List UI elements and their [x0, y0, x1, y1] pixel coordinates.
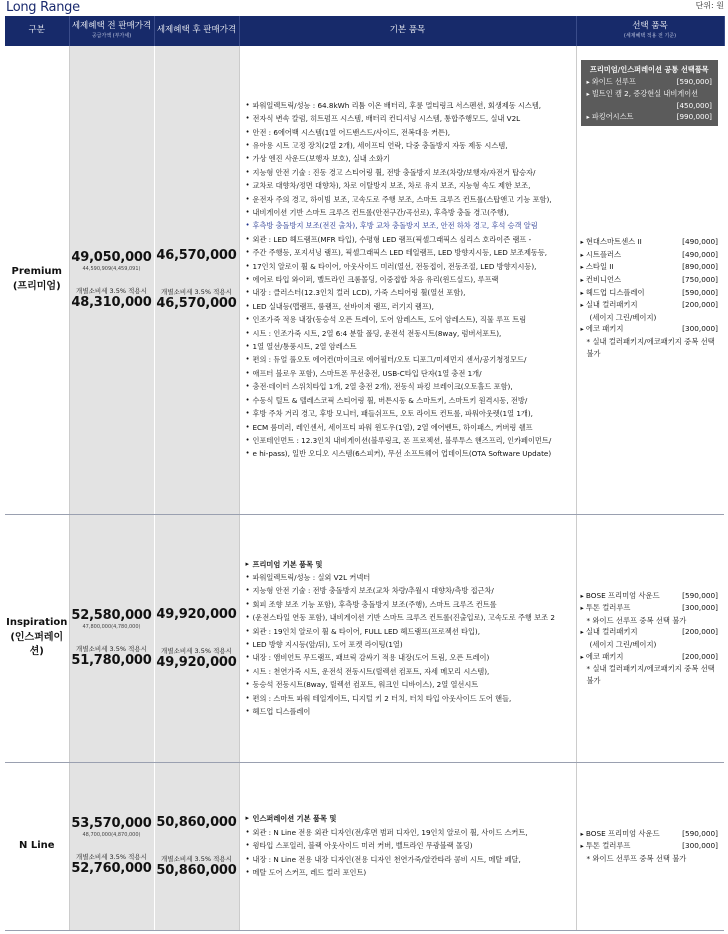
header-price-before-sub: 공급가액 (부가세)	[91, 33, 132, 39]
list-item: • 인포테인먼트 : 12.3인치 내비게이션(블루링크, 폰 프로젝션, 블루투스 핸즈프리, 인카페이먼트/	[246, 434, 570, 447]
table-row-premium	[5, 46, 724, 514]
list-item: • 유아용 시트 고정 장치(2열 2개), 세이프티 언락, 다중 충돌방지 자동 제동 시스템,	[246, 139, 570, 152]
list-item: • 안전 : 6에어백 시스템(1열 어드밴스드/사이드, 전복대응 커튼),	[246, 126, 570, 139]
price-before-cell	[69, 762, 154, 930]
option-item: ▸ 컨비니언스 [750,000]	[581, 274, 719, 287]
option-note: * 실내 컬러패키지/에코패키지 중복 선택 불가	[586, 664, 715, 685]
option-item-cont: (세이지 그린/베이지)	[589, 640, 657, 649]
list-item: • 에어로 타입 와이퍼, 벨트라인 크롬몰딩, 이중접합 차음 유리(윈드실드), 루프랙	[246, 273, 570, 286]
trim-name: Premium	[11, 266, 62, 278]
list-item: • 편의 : 스마트 파워 테일게이트, 디지털 키 2 터치, 터치 타입 아웃사이드 도어 핸들,	[246, 692, 570, 705]
price-before: 52,580,000	[71, 608, 152, 623]
option-item-price: [450,000]	[676, 101, 712, 111]
basic-items-cell	[239, 46, 576, 514]
list-item: • 헤드업 디스플레이	[246, 705, 570, 718]
price-before-supply: 48,700,000(4,870,000)	[82, 832, 141, 838]
tax-label: 개별소비세 3.5% 적용시	[161, 854, 232, 863]
list-item: • 17인치 알로이 휠 & 타이어, 아웃사이드 미러(열선, 전동접이, 전동조절, LED 방향지시등),	[246, 260, 570, 273]
common-options-box	[581, 60, 719, 126]
list-item: • 내장 : 클러스터(12.3인치 컬러 LCD), 가죽 스티어링 휠(열선 포함),	[246, 286, 570, 299]
list-item: • 후측방 충돌방지 보조(전진 출차), 후방 교차 충돌방지 보조, 안전 하차 경고, 후석 승객 알림	[246, 219, 570, 232]
basic-items-list	[246, 99, 570, 461]
header-price-before	[69, 16, 154, 46]
trim-cell	[5, 46, 69, 514]
list-item: • 애프터 블로우 포함), 스마트폰 무선충전, USB-C타입 단자(1열 충전 1개/	[246, 367, 570, 380]
header-options-sub: (세제혜택 적용 전 기준)	[623, 33, 677, 39]
price-before-cell	[69, 46, 154, 514]
table-row-nline	[5, 762, 724, 930]
list-item: • LED 방향 지시등(앞/뒤), 도어 포켓 라이팅(1열)	[246, 638, 570, 651]
trim-cell	[5, 762, 69, 930]
list-item: • 인조가죽 적용 내장(동승석 오픈 트레이, 도어 암레스트, 도어 암레스트), 직물 루프 트림	[246, 313, 570, 326]
option-item: ▸ 스타일 II [890,000]	[581, 261, 719, 274]
header-basic-items: 기본 품목	[239, 16, 576, 46]
option-item: ▸ 투톤 컬러루프 [300,000]	[581, 840, 719, 853]
list-item: • 교차로 대향차/정면 대향차), 차로 이탈방지 보조, 차로 유지 보조, 지능형 속도 제한 보조,	[246, 179, 570, 192]
option-item: ▸ 투톤 컬러루프 [300,000]	[581, 602, 719, 615]
list-item: • 수동식 틸트 & 텔레스코픽 스티어링 휠, 버튼시동 & 스마트키, 스마트키 원격시동, 전방/	[246, 394, 570, 407]
list-item: • 내비게이션 기반 스마트 크루즈 컨트롤(안전구간/곡선로), 후측방 충돌 경고(주행),	[246, 206, 570, 219]
basic-items-cell	[239, 762, 576, 930]
option-note: * 와이드 선루프 중복 선택 불가	[586, 853, 687, 863]
option-item: ▸ 에코 패키지 [300,000]	[581, 323, 719, 336]
tax-label: 개별소비세 3.5% 적용시	[161, 646, 232, 655]
price-after: 49,920,000	[156, 606, 237, 622]
basic-items-cell	[239, 514, 576, 762]
price-after-tax: 46,570,000	[156, 296, 237, 312]
tax-label: 개별소비세 3.5% 적용시	[76, 853, 147, 861]
option-item: ▸ 현대스마트센스 II [490,000]	[581, 236, 719, 249]
price-after-cell	[154, 46, 239, 514]
list-item: • 시트 : 인조가죽 시트, 2열 6:4 분할 폴딩, 운전석 전동시트(8way, 럼버서포트),	[246, 327, 570, 340]
trim-name-ko: (인스퍼레이션)	[10, 631, 64, 658]
option-note: * 와이드 선루프 중복 선택 불가	[586, 615, 687, 625]
page-title: Long Range	[6, 0, 80, 15]
list-item: • 외관 : N Line 전용 외관 디자인(전/후면 범퍼 디자인, 19인치 알로이 휠, 사이드 스커트,	[246, 826, 570, 839]
price-before-tax: 48,310,000	[71, 294, 152, 310]
basic-items-list	[246, 558, 570, 719]
price-before-tax: 51,780,000	[71, 653, 152, 668]
header-price-after: 세제혜택 후 판매가격	[154, 16, 239, 46]
price-after: 46,570,000	[156, 248, 237, 264]
options-cell	[576, 46, 724, 514]
price-before-supply: 47,800,000(4,780,000)	[82, 624, 141, 630]
price-after: 50,860,000	[156, 814, 237, 830]
header-options	[576, 16, 724, 46]
header-trim: 구분	[5, 16, 69, 46]
list-item: • 운전자 주의 경고, 하이빔 보조, 고속도로 주행 보조, 스마트 크루즈 컨트롤(스탑앤고 기능 포함),	[246, 193, 570, 206]
list-item: • 동승석 전동시트(8way, 릴렉션 컴포트, 워크인 디바이스), 2열 열선시트	[246, 678, 570, 691]
list-item: • 외관 : 19인치 알로이 휠 & 타이어, FULL LED 헤드램프(프로젝션 타입),	[246, 625, 570, 638]
list-item: • 윙타입 스포일러, 블랙 아웃사이드 미러 커버, 벨트라인 무광블랙 몰딩)	[246, 839, 570, 852]
option-item: ▸ BOSE 프리미엄 사운드 [590,000]	[581, 590, 719, 603]
option-item-cont: (세이지 그린/베이지)	[589, 312, 657, 322]
common-options-title: 프리미엄/인스퍼레이션 공통 선택품목	[589, 65, 709, 75]
list-item: ▸ 프리미엄 기본 품목 및	[246, 558, 570, 571]
list-item: • 내장 : 앰비언트 무드램프, 패브릭 감싸기 적용 내장(도어 트림, 오픈 트레이)	[246, 651, 570, 664]
tax-label: 개별소비세 3.5% 적용시	[76, 286, 147, 295]
price-spec-table	[5, 16, 725, 931]
list-item: • 전자식 변속 칼럼, 히트펌프 시스템, 배터리 컨디셔닝 시스템, 통합주행모드, 실내 V2L	[246, 112, 570, 125]
list-item: • 가상 엔진 사운드(보행자 보호), 실내 소화기	[246, 152, 570, 165]
list-item: • 주간 주행등, 포지셔닝 램프), 픽셀그래픽스 LED 테일램프, LED 방향지시등, LED 보조제동등,	[246, 246, 570, 259]
price-after-cell	[154, 762, 239, 930]
option-item: ▸ 실내 컬러패키지 [200,000]	[581, 299, 719, 312]
option-item: ▸ 실내 컬러패키지 [200,000]	[581, 626, 719, 639]
header-price-before-label: 세제혜택 전 판매가격	[71, 21, 152, 32]
price-before-cell	[69, 514, 154, 762]
list-item: • 회피 조향 보조 기능 포함), 후측방 충돌방지 보조(주행), 스마트 크루즈 컨트롤	[246, 598, 570, 611]
basic-items-list	[246, 812, 570, 879]
list-item: • 후방 주차 거리 경고, 후방 모니터, 패들쉬프트, 오토 라이트 컨트롤, 파워아웃렛(1열 1개),	[246, 407, 570, 420]
price-before-supply: 44,590,909(4,459,091)	[82, 265, 141, 272]
list-item: • LED 실내등(맵램프, 룸램프, 선바이저 램프, 러기지 램프),	[246, 300, 570, 313]
option-item: ▸ 헤드업 디스플레이 [590,000]	[581, 287, 719, 300]
option-item: ▸ BOSE 프리미엄 사운드 [590,000]	[581, 828, 719, 841]
trim-name-ko: (프리미엄)	[12, 280, 61, 292]
list-item: • 시트 : 천연가죽 시트, 운전석 전동시트(릴렉션 컴포트, 자세 메모리 시스템),	[246, 665, 570, 678]
price-after-tax: 49,920,000	[156, 654, 237, 670]
list-item: • (운전스타일 연동 포함), 내비게이션 기반 스마트 크루즈 컨트롤(진출입로), 고속도로 주행 보조 2	[246, 611, 570, 624]
list-item: • 메탈 도어 스커프, 레드 컬러 포인트)	[246, 866, 570, 879]
price-before-tax: 52,760,000	[71, 861, 152, 876]
option-item: ▸ 빌트인 캠 2, 증강현실 내비게이션	[587, 88, 713, 100]
unit-label: 단위: 원	[695, 1, 724, 10]
list-item: • 1열 열선/통풍시트, 2열 암레스트	[246, 340, 570, 353]
list-item: • 내장 : N Line 전용 내장 디자인(전용 디자인 천연가죽/알칸타라 콤비 시트, 메탈 페달,	[246, 853, 570, 866]
price-before: 53,570,000	[71, 816, 152, 831]
table-header-row	[5, 16, 724, 46]
options-cell	[576, 514, 724, 762]
option-item: ▸ 파킹어시스트 [990,000]	[587, 111, 713, 123]
list-item: • 충전·데이터 스위치타입 1개, 2열 충전 2개), 전동식 파킹 브레이크(오토홀드 포함),	[246, 380, 570, 393]
table-row-inspiration	[5, 514, 724, 762]
list-item: • 파워일렉트릭/성능 : 64.8kWh 리튬 이온 배터리, 후륜 멀티링크 서스펜션, 회생제동 시스템,	[246, 99, 570, 112]
option-item: ▸ 에코 패키지 [200,000]	[581, 651, 719, 664]
list-item: • e hi-pass), 일반 오디오 시스템(6스피커), 무선 소프트웨어 업데이트(OTA Software Update)	[246, 447, 570, 460]
option-note: * 실내 컬러패키지/에코패키지 중복 선택 불가	[586, 337, 715, 358]
trim-name: Inspiration	[6, 617, 68, 629]
list-item: • ECM 룸미러, 레인센서, 세이프티 파워 윈도우(1열), 2열 에어벤트, 하이패스, 커버링 쉘프	[246, 421, 570, 434]
list-item: ▸ 인스퍼레이션 기본 품목 및	[246, 812, 570, 825]
option-item: ▸ 시트플러스 [490,000]	[581, 249, 719, 262]
options-cell	[576, 762, 724, 930]
list-item: • 파워일렉트릭/성능 : 실외 V2L 커넥터	[246, 571, 570, 584]
price-after-cell	[154, 514, 239, 762]
header-options-label: 선택 품목	[632, 21, 668, 32]
price-before: 49,050,000	[71, 249, 152, 265]
tax-label: 개별소비세 3.5% 적용시	[76, 645, 147, 653]
list-item: • 지능형 안전 기술 : 전방 충돌방지 보조(교차 차량/추월시 대향차/측방 접근차/	[246, 584, 570, 597]
list-item: • 지능형 안전 기술 : 진동 경고 스티어링 휠, 전방 충돌방지 보조(차량/보행자/자전거 탑승자/	[246, 166, 570, 179]
list-item: • 외관 : LED 헤드램프(MFR 타입), 수평형 LED 램프(픽셀그래픽스 심리스 호라이즌 램프 -	[246, 233, 570, 246]
tax-label: 개별소비세 3.5% 적용시	[161, 288, 232, 297]
list-item: • 편의 : 듀얼 풀오토 에어컨(마이크로 에어필터/오토 디포그/미세먼지 센서/공기청정모드/	[246, 353, 570, 366]
price-after-tax: 50,860,000	[156, 862, 237, 878]
option-item: ▸ 와이드 선루프 [590,000]	[587, 76, 713, 88]
trim-name: N Line	[18, 839, 55, 851]
trim-cell	[5, 514, 69, 762]
